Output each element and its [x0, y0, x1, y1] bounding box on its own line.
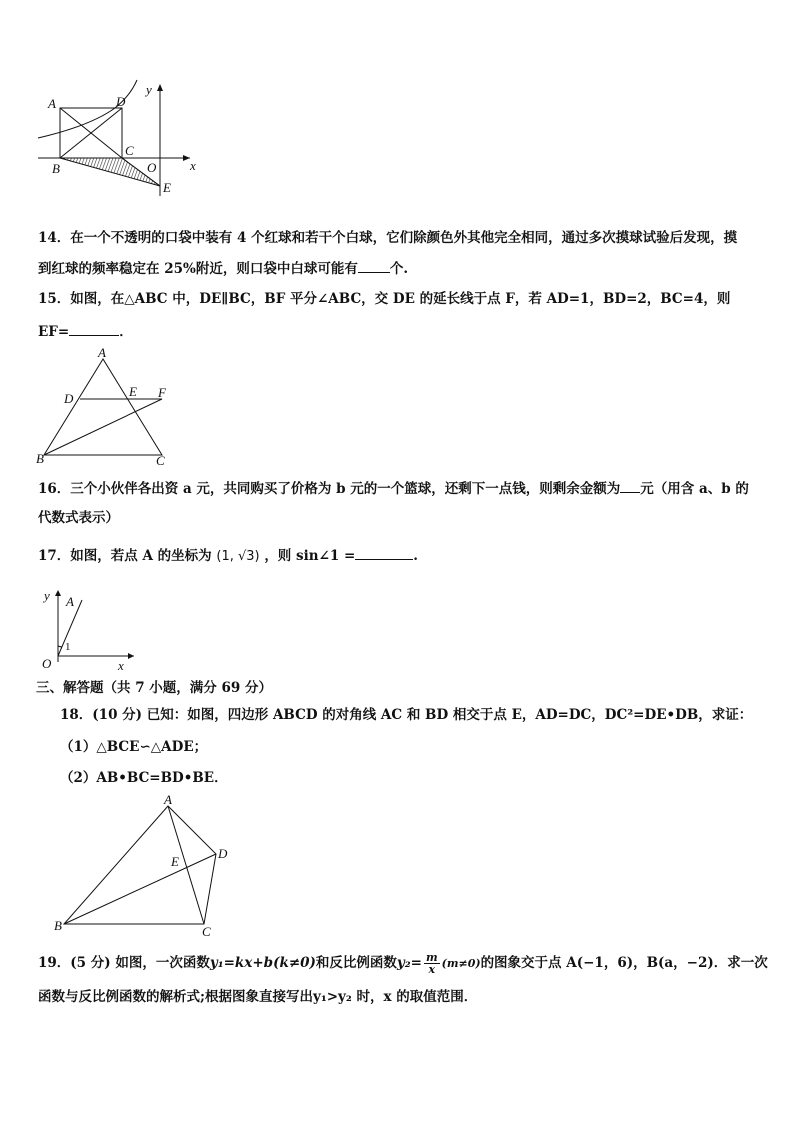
- q19-line1: [38, 952, 768, 975]
- label-E: E: [171, 854, 179, 869]
- q18-part1: （1）△BCE∽△ADE；: [60, 739, 208, 755]
- q15-answer-blank[interactable]: [69, 322, 119, 336]
- q19-line1-c: 的图象交于点 A(−1，6)，B(a，−2)．求一次: [480, 955, 768, 971]
- figure-q18-svg: [50, 792, 235, 937]
- q19-y2: y₂=: [396, 955, 422, 971]
- figure-q13: [30, 78, 210, 203]
- figure-q17: [34, 584, 144, 674]
- q16-line1-pre: 16．三个小伙伴各出资 a 元，共同购买了价格为 b 元的一个篮球，还剩下一点钱，则剩余金额为: [38, 481, 621, 497]
- q17-pre: 17．如图，若点 A 的坐标为: [38, 548, 212, 564]
- label-B: B: [54, 918, 62, 933]
- q19-line2: 函数与反比例函数的解析式;根据图象直接写出y₁>y₂ 时，x 的取值范围．: [38, 989, 478, 1005]
- q19-frac-den: x: [428, 963, 436, 976]
- figure-q15-svg: [30, 345, 180, 467]
- label-A: A: [98, 345, 106, 360]
- q19-y1-eq: y₁=kx+b(k≠0): [209, 955, 316, 971]
- section3-title: 三、解答题（共 7 小题，满分 69 分）: [36, 680, 272, 696]
- label-y: y: [44, 588, 50, 603]
- label-F: F: [158, 385, 166, 400]
- q17-mid: ，则 sin∠1 =: [264, 548, 356, 564]
- label-B: B: [52, 161, 60, 176]
- figure-q17-svg: [34, 584, 144, 674]
- q14-line2: [38, 259, 408, 278]
- label-E: E: [163, 180, 171, 195]
- label-y: y: [146, 82, 152, 97]
- q14-answer-blank[interactable]: [358, 259, 390, 273]
- q14-line1: 14．在一个不透明的口袋中装有 4 个红球和若干个白球，它们除颜色外其他完全相同，通过多次摸球试验后发现，摸: [38, 230, 738, 246]
- q15-line2-post: ．: [119, 324, 133, 340]
- q17-answer-blank[interactable]: [355, 546, 413, 560]
- q19-frac-num: m: [426, 951, 438, 964]
- q16-line1-post: 元（用含 a、b 的: [640, 481, 749, 497]
- q17-coord: (1, √3): [216, 549, 260, 564]
- q15-line1: 15．如图，在△ABC 中，DE∥BC，BF 平分∠ABC，交 DE 的延长线于点 F，若 AD=1，BD=2，BC=4，则: [38, 291, 731, 307]
- label-A: A: [164, 792, 172, 807]
- q18-part2: （2）AB•BC=BD•BE．: [60, 770, 228, 786]
- label-D: D: [116, 94, 126, 109]
- q14-line2-pre: 到红球的频率稳定在 25%附近，则口袋中白球可能有: [38, 261, 358, 277]
- q19-cond: (m≠0): [441, 957, 481, 970]
- q14-line2-post: 个.: [389, 261, 409, 277]
- q19-line1-a: 19．(5 分) 如图，一次函数: [38, 955, 210, 971]
- label-A: A: [66, 594, 74, 609]
- y-axis-arrow: [157, 84, 163, 91]
- figure-q15: [30, 345, 180, 467]
- q16-line1: [38, 479, 749, 498]
- angle-arc: [58, 646, 62, 647]
- q16-line2: 代数式表示）: [38, 510, 119, 526]
- x-axis-arrow: [183, 155, 190, 161]
- figure-q13-svg: [30, 78, 210, 203]
- q18-stem: 18．(10 分) 已知：如图，四边形 ABCD 的对角线 AC 和 BD 相交于点 E，AD=DC，DC²=DE•DB，求证：: [60, 707, 753, 723]
- label-A: A: [48, 96, 56, 111]
- label-C: C: [125, 143, 134, 158]
- label-C: C: [202, 924, 211, 937]
- q16-answer-blank[interactable]: [620, 479, 640, 493]
- label-1: 1: [65, 641, 71, 653]
- q19-line1-b: 和反比例函数: [315, 955, 397, 971]
- label-x: x: [118, 658, 124, 673]
- q15-line2: [38, 322, 133, 341]
- label-E: E: [129, 384, 137, 399]
- q17-post: .: [413, 548, 418, 564]
- q17-line: [38, 546, 418, 566]
- figure-q18: [50, 792, 235, 937]
- label-D: D: [218, 846, 228, 861]
- shaded-triangle: [60, 158, 160, 186]
- label-D: D: [64, 391, 74, 406]
- label-O: O: [42, 656, 52, 671]
- label-O: O: [147, 160, 157, 175]
- label-C: C: [156, 453, 165, 467]
- q19-fraction: [424, 952, 440, 975]
- label-x: x: [190, 158, 196, 173]
- label-B: B: [36, 451, 44, 466]
- q15-line2-pre: EF=: [38, 324, 70, 340]
